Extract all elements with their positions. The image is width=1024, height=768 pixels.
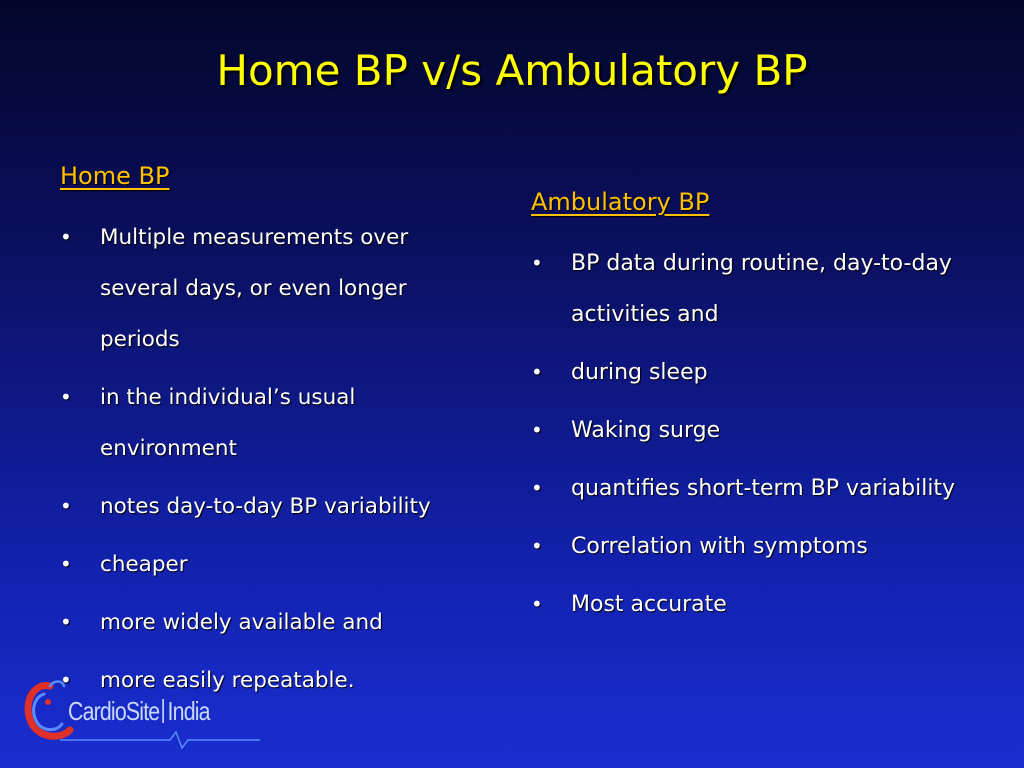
- bullet-text: more easily repeatable.: [100, 668, 355, 693]
- bullet-icon: •: [531, 251, 543, 275]
- bullet-text: quantifies short-term BP variability: [571, 476, 956, 501]
- bullet-text: Waking surge: [571, 418, 721, 443]
- ambulatory-bp-column: [531, 188, 991, 637]
- bullet-icon: •: [531, 534, 543, 558]
- bullet-icon: •: [60, 225, 72, 249]
- cardiosite-logo: [20, 672, 220, 752]
- list-item: [531, 521, 991, 572]
- logo-name-part2: India: [167, 696, 210, 726]
- home-bp-heading: Home BP: [60, 162, 170, 190]
- home-bp-column: [60, 162, 480, 713]
- logo-separator: [163, 699, 165, 723]
- slide-title: Home BP v/s Ambulatory BP: [216, 46, 808, 95]
- bullet-icon: •: [60, 552, 72, 576]
- list-item: [60, 372, 480, 474]
- ecg-line-icon: [60, 730, 260, 750]
- ambulatory-bp-list: [531, 238, 991, 630]
- bullet-text: Multiple measurements over several days, or even longer periods: [100, 225, 409, 352]
- bullet-icon: •: [60, 385, 72, 409]
- list-item: [60, 597, 480, 648]
- bullet-text: cheaper: [100, 552, 188, 577]
- logo-wordmark: [68, 696, 210, 727]
- bullet-icon: •: [60, 494, 72, 518]
- ambulatory-bp-heading: Ambulatory BP: [531, 188, 710, 216]
- list-item: [531, 463, 991, 514]
- bullet-icon: •: [60, 610, 72, 634]
- list-item: [60, 481, 480, 532]
- home-bp-list: [60, 212, 480, 706]
- list-item: [531, 405, 991, 456]
- bullet-icon: •: [60, 668, 72, 692]
- bullet-icon: •: [531, 592, 543, 616]
- bullet-text: BP data during routine, day-to-day activities and: [571, 251, 952, 327]
- bullet-icon: •: [531, 418, 543, 442]
- logo-name-part1: CardioSite: [68, 696, 160, 726]
- bullet-text: during sleep: [571, 360, 708, 385]
- bullet-text: Correlation with symptoms: [571, 534, 868, 559]
- list-item: [60, 539, 480, 590]
- bullet-icon: •: [531, 360, 543, 384]
- list-item: [531, 238, 991, 340]
- list-item: [531, 347, 991, 398]
- bullet-text: Most accurate: [571, 592, 727, 617]
- bullet-text: notes day-to-day BP variability: [100, 494, 431, 519]
- list-item: [60, 212, 480, 365]
- bullet-icon: •: [531, 476, 543, 500]
- bullet-text: more widely available and: [100, 610, 383, 635]
- list-item: [531, 579, 991, 630]
- bullet-text: in the individual’s usual environment: [100, 385, 356, 461]
